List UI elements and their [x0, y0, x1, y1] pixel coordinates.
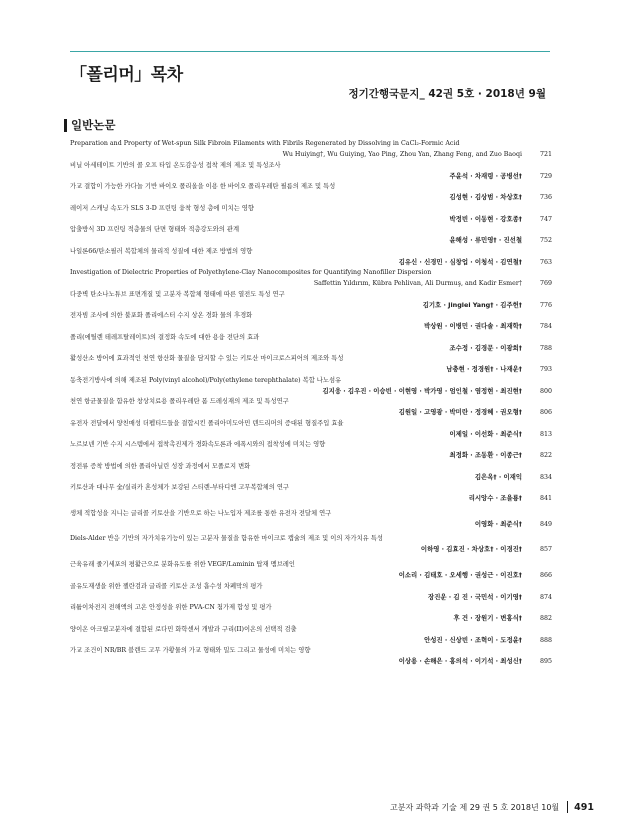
article-title: Preparation and Property of Wet-spun Silk Fibroin Filaments with Fibrils Regenerated by Dissolving in CaCl₂-Formic Acid	[70, 140, 460, 147]
article-authors: 리시앙수 · 조을룡†	[468, 494, 522, 502]
article-authors: 이하영 · 김효진 · 차상호† · 이경진†	[420, 545, 522, 554]
toc-entry[interactable]	[70, 268, 552, 290]
article-title: 리튬이차전지 전해액의 고온 안정성을 위한 PVA-CN 첨가제 합성 및 평가	[70, 604, 272, 612]
article-page: 793	[539, 366, 552, 373]
toc-entry[interactable]	[70, 462, 552, 484]
author-row	[70, 343, 552, 354]
article-page: 800	[539, 387, 552, 395]
author-row	[70, 429, 552, 440]
article-page: 866	[539, 572, 552, 580]
toc-entry[interactable]	[70, 419, 552, 441]
article-authors: 최정화 · 조동환 · 이종근†	[449, 451, 522, 459]
issue-info: 정기간행국문지_ 42권 5호 · 2018년 9월	[348, 88, 546, 100]
article-title: 나일론66/탄소필러 복합체의 물리적 성질에 대한 제조 방법의 영향	[70, 247, 253, 255]
article-page: 895	[539, 658, 552, 666]
article-page: 874	[539, 593, 552, 601]
article-title: 가교 결합이 가능한 카다놀 기반 바이오 폴리올을 이용 한 바이오 폴리우레탄 필름의 제조 및 특성	[70, 183, 336, 190]
author-row	[70, 592, 552, 603]
article-title: 천연 항균물질을 함유한 창상치료용 폴리우레탄 폼 드레싱재의 제조 및 특성연구	[70, 398, 289, 405]
article-authors: 박상원 · 이병민 · 권다솔 · 최재학†	[424, 322, 522, 330]
article-page: 813	[539, 430, 552, 438]
toc-entry[interactable]	[70, 509, 552, 535]
toc-entry[interactable]	[70, 560, 552, 582]
article-authors: 김원일 · 고영광 · 박미란 · 정경혜 · 권오형†	[398, 408, 522, 416]
toc-entry[interactable]	[70, 182, 552, 204]
article-authors: 장진운 · 김 진 · 국민석 · 이기영†	[428, 592, 522, 601]
author-row	[70, 493, 552, 504]
journal-info: 고분자 과학과 기술 제 29 권 5 호 2018년 10월	[390, 802, 560, 812]
article-title: 가교 조건이 NR/BR 블렌드 고무 가황물의 가교 형태와 밀도 그리고 물성에 미치는 영향	[70, 647, 311, 655]
article-authors: 후 건 · 장원기 · 변홍식†	[453, 614, 522, 623]
article-authors: 김지웅 · 김우진 · 이승빈 · 이현영 · 박가영 · 엄인철 · 염정현 · 최진현†	[322, 386, 522, 395]
article-authors: 주윤석 · 차재령 · 공병선†	[449, 171, 522, 180]
article-page: 729	[539, 172, 552, 180]
article-page: 806	[539, 409, 552, 416]
table-of-contents	[70, 139, 552, 668]
author-row	[70, 407, 552, 418]
article-page: 888	[539, 636, 552, 644]
toc-entry[interactable]	[70, 376, 552, 398]
page-number: 491	[574, 801, 595, 813]
author-row	[70, 364, 552, 375]
article-title: Investigation of Dielectric Properties of Polyethylene-Clay Nanocomposites for Quantifying Nanofiller Dispersion	[70, 269, 432, 276]
article-page: 776	[539, 301, 552, 309]
author-row	[70, 171, 552, 182]
toc-entry[interactable]	[70, 204, 552, 226]
toc-entry[interactable]	[70, 440, 552, 462]
article-authors: Wu Huiying†, Wu Guiying, Yao Ping, Zhou Yan, Zhang Feng, and Zuo Baoqi	[282, 151, 522, 158]
toc-entry[interactable]	[70, 161, 552, 183]
article-page: 784	[539, 323, 552, 330]
section-title: 일반논문	[71, 118, 116, 132]
toc-entry[interactable]	[70, 354, 552, 376]
author-row	[70, 613, 552, 624]
article-title: 비닐 아세테이트 기반의 콜 오프 타입 온도감응성 접착 제의 제조 및 특성조사	[70, 161, 281, 169]
page-title: 「폴리머」목차	[70, 65, 183, 85]
article-authors: 조수정 · 김경문 · 이광희†	[449, 343, 522, 352]
section-bar-icon	[64, 119, 67, 132]
article-page: 849	[539, 520, 552, 528]
author-row	[70, 278, 552, 289]
article-page: 752	[539, 237, 552, 244]
toc-entry[interactable]	[70, 603, 552, 625]
author-row	[70, 149, 552, 160]
author-row	[70, 386, 552, 397]
author-row	[70, 472, 552, 483]
article-page: 882	[539, 615, 552, 623]
author-row	[70, 214, 552, 225]
article-title: 압출방식 3D 프린팅 적층물의 단면 형태와 적층강도와의 관계	[70, 226, 240, 233]
author-row	[70, 656, 552, 667]
article-page: 721	[539, 151, 552, 158]
page-footer	[390, 801, 594, 813]
article-title: 키토산과 대나무 숯/실리카 혼성체가 보강된 스티렌-부타디엔 고무복합체의 연구	[70, 484, 289, 491]
toc-entry[interactable]	[70, 290, 552, 312]
article-title: 레이저 스캐닝 속도가 SLS 3-D 프린팅 융착 형성 층에 미치는 영향	[70, 204, 254, 212]
article-authors: Saffettin Yıldırım, Kübra Pehlivan, Ali Durmuş, and Kadir Esmer†	[313, 280, 522, 287]
article-title: 폴리(에틸렌 테레프탈레이트)의 결정화 속도에 대한 용융 전단의 효과	[70, 333, 260, 341]
article-page: 747	[539, 215, 552, 223]
article-page: 769	[539, 280, 552, 287]
article-title: 골유도재생을 위한 젤란검과 글리콜 키토산 조성 흡수성 차폐막의 평가	[70, 582, 263, 590]
article-authors: 안성진 · 신상빈 · 조혁이 · 도정윤†	[424, 635, 522, 644]
article-page: 834	[539, 473, 552, 481]
footer-divider	[567, 801, 568, 813]
author-row	[70, 519, 552, 530]
article-title: 노르보넨 기반 수지 시스템에서 접착촉진제가 경화속도론과 에폭시와의 접착성에 미치는 영향	[70, 441, 326, 448]
toc-entry[interactable]	[70, 625, 552, 647]
section-heading	[64, 117, 115, 133]
article-title: 근육유래 줄기세포의 평활근으로 분화유도를 위한 VEGF/Laminin 탑재 멤브레인	[70, 561, 295, 569]
article-authors: 남충현 · 정경원† · 나재운†	[446, 365, 522, 373]
article-authors: 김성현 · 김상범 · 차상호†	[449, 193, 522, 201]
article-page: 763	[539, 258, 552, 266]
article-page: 822	[539, 452, 552, 459]
author-row	[70, 450, 552, 461]
article-authors: 김기호 · Jinglei Yang† · 김주헌†	[422, 300, 522, 309]
author-row	[70, 300, 552, 311]
article-title: 전자빔 조사에 의한 불포화 폴리에스터 수지 상온 경화 물의 후경화	[70, 312, 253, 319]
article-authors: 김은옥† · 이재익	[474, 472, 522, 481]
article-title: 다중벽 탄소나노튜브 표면개질 및 고분자 복합체 형태에 따른 열전도 특성 연구	[70, 290, 285, 298]
toc-entry[interactable]	[70, 247, 552, 269]
article-page: 788	[539, 344, 552, 352]
toc-entry[interactable]	[70, 582, 552, 604]
toc-entry[interactable]	[70, 397, 552, 419]
article-authors: 김유신 · 신경민 · 심창업 · 이청석 · 김연철†	[398, 257, 522, 266]
toc-entry[interactable]	[70, 139, 552, 161]
article-authors: 이상용 · 손해은 · 홍의석 · 이기석 · 최성신†	[398, 657, 522, 666]
article-title: 동축전기방사에 의해 제조된 Poly(vinyl alcohol)/Poly(ethylene terephthalate) 복합 나노섬유	[70, 376, 342, 384]
author-row	[70, 635, 552, 646]
toc-entry[interactable]	[70, 333, 552, 355]
article-page: 841	[539, 495, 552, 502]
author-row	[70, 192, 552, 203]
toc-entry[interactable]	[70, 483, 552, 509]
article-authors: 이제일 · 이선화 · 최준식†	[449, 429, 522, 438]
toc-entry[interactable]	[70, 646, 552, 668]
author-row	[70, 235, 552, 246]
article-title: 활성산소 방어에 효과적인 천연 항산화 물질을 담지할 수 있는 키토산 마이크로스피어의 제조와 특성	[70, 355, 344, 362]
article-authors: 이소리 · 김태호 · 오세행 · 권성근 · 이진호†	[398, 571, 522, 580]
article-title: 생체 적합성을 지니는 글리콜 키토산을 기반으로 하는 나노입자 제조를 통한 유전자 전달체 연구	[70, 509, 332, 517]
article-page: 736	[539, 194, 552, 201]
article-title: 유전자 전달에서 양친매성 더펩티드들을 결합시킨 폴리아미도아민 덴드리머의 증대된 형질주입 효율	[70, 419, 344, 427]
author-row	[70, 321, 552, 332]
article-title: 양이온 아크릴고분자에 결합된 로다민 화학센서 개발과 구리(II)이온의 선택적 검출	[70, 625, 297, 633]
toc-entry[interactable]	[70, 534, 552, 560]
toc-entry[interactable]	[70, 225, 552, 247]
article-authors: 이영화 · 최준식†	[474, 519, 522, 528]
article-title: Diels-Alder 반응 기반의 자가치유기능이 있는 고분자 물질을 함유한 마이크로 캡슐의 제조 및 이의 자가치유 특성	[70, 535, 383, 543]
article-authors: 윤해성 · 류민영† · 진선철	[449, 236, 522, 244]
header-rule	[70, 51, 550, 52]
article-authors: 박정빈 · 이동현 · 강호종†	[449, 214, 522, 223]
article-title: 정전류 증착 방법에 의한 폴리아닐린 성장 과정에서 모폴로지 변화	[70, 462, 251, 470]
author-row	[70, 544, 552, 555]
toc-entry[interactable]	[70, 311, 552, 333]
author-row	[70, 257, 552, 268]
article-page: 857	[539, 546, 552, 554]
author-row	[70, 570, 552, 581]
